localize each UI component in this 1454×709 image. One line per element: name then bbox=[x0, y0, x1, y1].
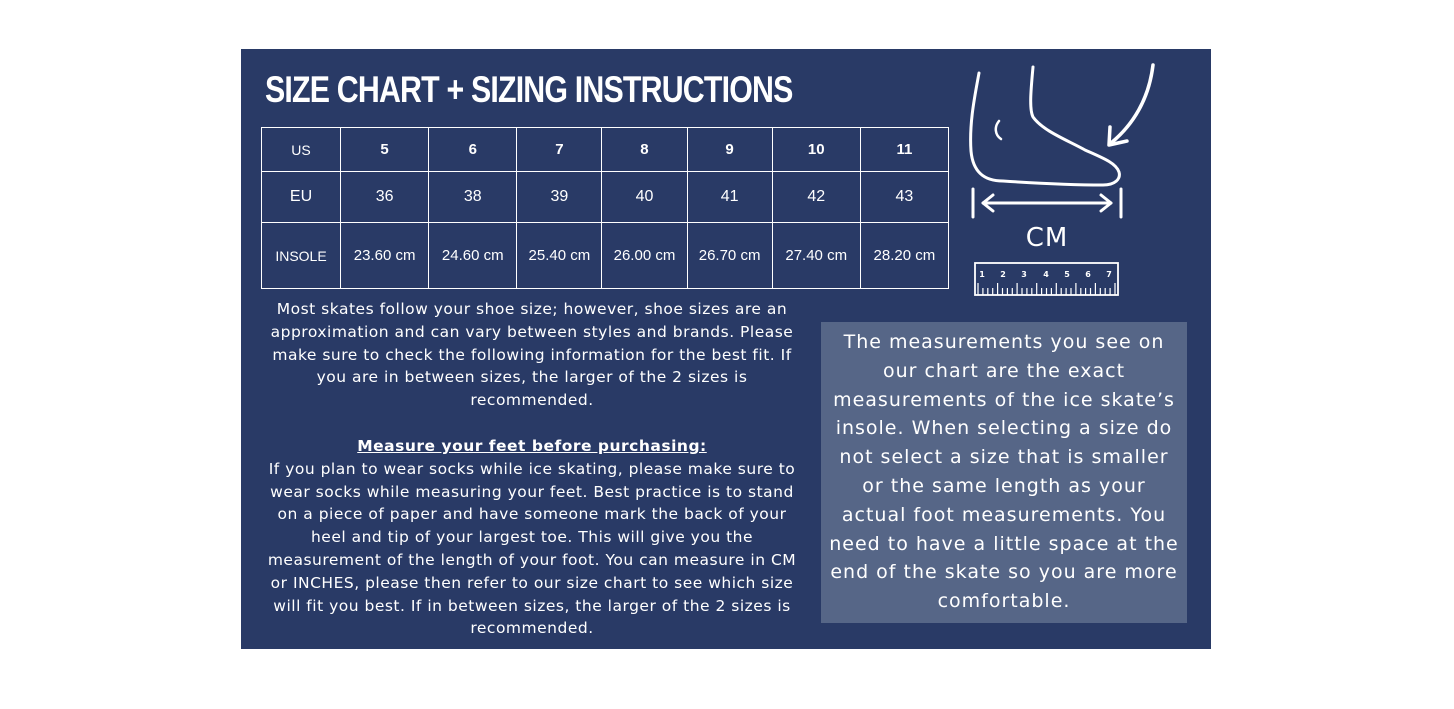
measure-heading: Measure your feet before purchasing: bbox=[357, 436, 707, 455]
ankle-mark-icon bbox=[996, 121, 1001, 139]
table-cell: 36 bbox=[341, 172, 429, 223]
foot-outline-icon bbox=[971, 67, 1120, 185]
row-label-us: US bbox=[262, 128, 341, 172]
table-cell: 10 bbox=[772, 128, 860, 172]
table-cell: 26.00 cm bbox=[602, 223, 687, 289]
ruler-number: 7 bbox=[1106, 270, 1112, 279]
table-row-insole bbox=[262, 223, 949, 289]
table-cell: 5 bbox=[341, 128, 429, 172]
foot-measurement-diagram bbox=[963, 55, 1183, 300]
arrow-icon bbox=[1111, 65, 1153, 143]
table-cell: 38 bbox=[429, 172, 517, 223]
table-cell: 41 bbox=[687, 172, 772, 223]
size-chart-card bbox=[241, 49, 1211, 649]
page-title: SIZE CHART + SIZING INSTRUCTIONS bbox=[265, 69, 793, 110]
table-cell: 39 bbox=[517, 172, 602, 223]
unit-label: CM bbox=[1025, 223, 1069, 253]
row-label-insole: INSOLE bbox=[262, 223, 341, 289]
table-cell: 40 bbox=[602, 172, 687, 223]
ruler-number: 4 bbox=[1043, 270, 1049, 279]
measure-paragraph: If you plan to wear socks while ice skating, please make sure to wear socks while measuring your feet. Best practice is to stand on a piece of paper and have someone mark the back of your heel and tip of your largest toe. This will give you the measurement of the length of your foot. You can measure in CM or INCHES, please then refer to our size chart to see which size will fit you best. If in between sizes, the larger of the 2 sizes is recommended. bbox=[267, 459, 797, 638]
table-cell: 7 bbox=[517, 128, 602, 172]
table-cell: 23.60 cm bbox=[341, 223, 429, 289]
row-label-eu: EU bbox=[262, 172, 341, 223]
ruler-icon bbox=[975, 263, 1118, 295]
ruler-number: 5 bbox=[1064, 270, 1070, 279]
table-cell: 26.70 cm bbox=[687, 223, 772, 289]
table-cell: 42 bbox=[772, 172, 860, 223]
table-cell: 27.40 cm bbox=[772, 223, 860, 289]
instructions-text bbox=[263, 298, 801, 640]
table-row-eu bbox=[262, 172, 949, 223]
ruler-number: 3 bbox=[1021, 270, 1027, 279]
table-cell: 6 bbox=[429, 128, 517, 172]
table-row-us bbox=[262, 128, 949, 172]
table-cell: 43 bbox=[860, 172, 948, 223]
intro-paragraph: Most skates follow your shoe size; however, shoe sizes are an approximation and can vary between styles and brands. Please make sure to check the following information for the best fit. If you are in between sizes, the larger of the 2 sizes is recommended. bbox=[270, 300, 794, 410]
insole-note-text: The measurements you see on our chart are the exact measurements of the ice skate’s insole. When selecting a size do not select a size that is smaller or the same length as your actual foot measurements. You need to have a little space at the end of the skate so you are more comfortable. bbox=[829, 331, 1179, 613]
table-cell: 8 bbox=[602, 128, 687, 172]
ruler-number: 6 bbox=[1085, 270, 1091, 279]
table-cell: 9 bbox=[687, 128, 772, 172]
table-cell: 11 bbox=[860, 128, 948, 172]
table-cell: 24.60 cm bbox=[429, 223, 517, 289]
table-cell: 25.40 cm bbox=[517, 223, 602, 289]
insole-note-box bbox=[821, 322, 1187, 623]
ruler-number: 1 bbox=[979, 270, 985, 279]
ruler-number: 2 bbox=[1000, 270, 1006, 279]
table-cell: 28.20 cm bbox=[860, 223, 948, 289]
size-table bbox=[261, 127, 949, 289]
